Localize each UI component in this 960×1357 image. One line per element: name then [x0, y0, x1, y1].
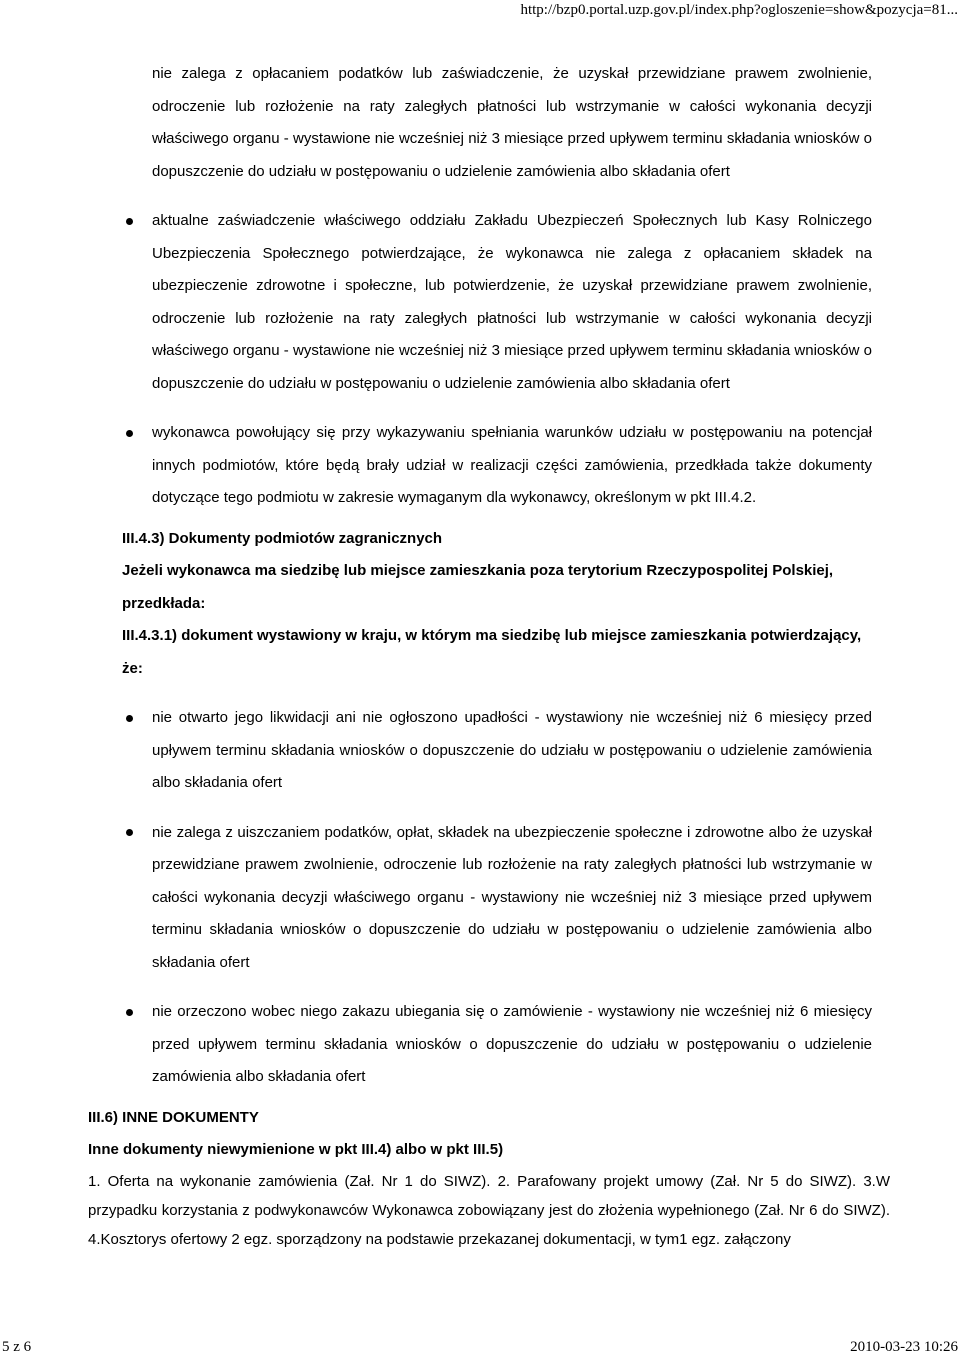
print-timestamp: 2010-03-23 10:26 — [850, 1339, 958, 1355]
list-item: nie otwarto jego likwidacji ani nie ogłoszono upadłości - wystawiony nie wcześniej niż 6 miesięcy przed upływem terminu składania wniosków o dopuszczenie do udziału w postępowaniu o udzielenie zamówienia albo składania ofert — [152, 702, 872, 800]
document-body — [0, 58, 960, 1254]
page-url-header: http://bzp0.portal.uzp.gov.pl/index.php?ogloszenie=show&pozycja=81... — [520, 2, 958, 18]
section-subheading-other-docs: Inne dokumenty niewymienione w pkt III.4) albo w pkt III.5) — [88, 1141, 504, 1158]
list-item: wykonawca powołujący się przy wykazywaniu spełniania warunków udziału w postępowaniu na potencjał innych podmiotów, które będą brały udział w realizacji części zamówienia, przedkłada także dokumenty dotyczące tego podmiotu w zakresie wymaganym dla wykonawcy, określonym w pkt III.4.2. — [152, 417, 872, 515]
paragraph-other-docs: 1. Oferta na wykonanie zamówienia (Zał. Nr 1 do SIWZ). 2. Parafowany projekt umowy (Zał. Nr 5 do SIWZ). 3.W przypadku korzystania z podwykonawców Wykonawca zobowiązany jest do złożenia wypełnionego (Zał. Nr 6 do SIWZ). 4.Kosztorys ofertowy 2 egz. sporządzony na podstawie przekazanej dokumentacji, w tym1 egz. załączony — [88, 1172, 890, 1248]
list-item: aktualne zaświadczenie właściwego oddziału Zakładu Ubezpieczeń Społecznych lub Kasy Rolniczego Ubezpieczenia Społecznego potwierdzające, że wykonawca nie zalega z opłacaniem składek na ubezpieczenie zdrowotne i społeczne, lub potwierdzenie, że uzyskał przewidziane prawem zwolnienie, odroczenie lub rozłożenie na raty zaległych płatności lub wstrzymanie w całości wykonania decyzji właściwego organu - wystawione nie wcześniej niż 3 miesiące przed upływem terminu składania wniosków o dopuszczenie do udziału w postępowaniu o udzielenie zamówienia albo składania ofert — [152, 205, 872, 400]
list-item: nie orzeczono wobec niego zakazu ubiegania się o zamówienie - wystawiony nie wcześniej niż 6 miesięcy przed upływem terminu składania wniosków o dopuszczenie do udziału w postępowaniu o udzielenie zamówienia albo składania ofert — [152, 996, 872, 1094]
section-heading-4-3-1: III.4.3.1) dokument wystawiony w kraju, w którym ma siedzibę lub miejsce zamieszkania potwierdzający, że: — [122, 627, 862, 677]
paragraph-tax-continuation: nie zalega z opłacaniem podatków lub zaświadczenie, że uzyskał przewidziane prawem zwolnienie, odroczenie lub rozłożenie na raty zaległych płatności lub wstrzymanie w całości wykonania decyzji właściwego organu - wystawione nie wcześniej niż 3 miesiące przed upływem terminu składania wniosków o dopuszczenie do udziału w postępowaniu o udzielenie zamówienia albo składania ofert — [152, 65, 872, 180]
section-heading-other-docs: III.6) INNE DOKUMENTY — [88, 1108, 259, 1126]
section-heading-foreign-docs: III.4.3) Dokumenty podmiotów zagranicznych — [122, 529, 443, 547]
section-subheading-foreign: Jeżeli wykonawca ma siedzibę lub miejsce zamieszkania poza terytorium Rzeczypospolitej Polskiej, przedkłada: — [122, 562, 834, 612]
page-number: 5 z 6 — [2, 1339, 32, 1355]
list-item: nie zalega z uiszczaniem podatków, opłat, składek na ubezpieczenie społeczne i zdrowotne albo że uzyskał przewidziane prawem zwolnienie, odroczenie lub rozłożenie na raty zaległych płatności lub wstrzymanie w całości wykonania decyzji właściwego organu - wystawiony nie wcześniej niż 3 miesiące przed upływem terminu składania wniosków o dopuszczenie do udziału w postępowaniu o udzielenie zamówienia albo składania ofert — [152, 817, 872, 980]
